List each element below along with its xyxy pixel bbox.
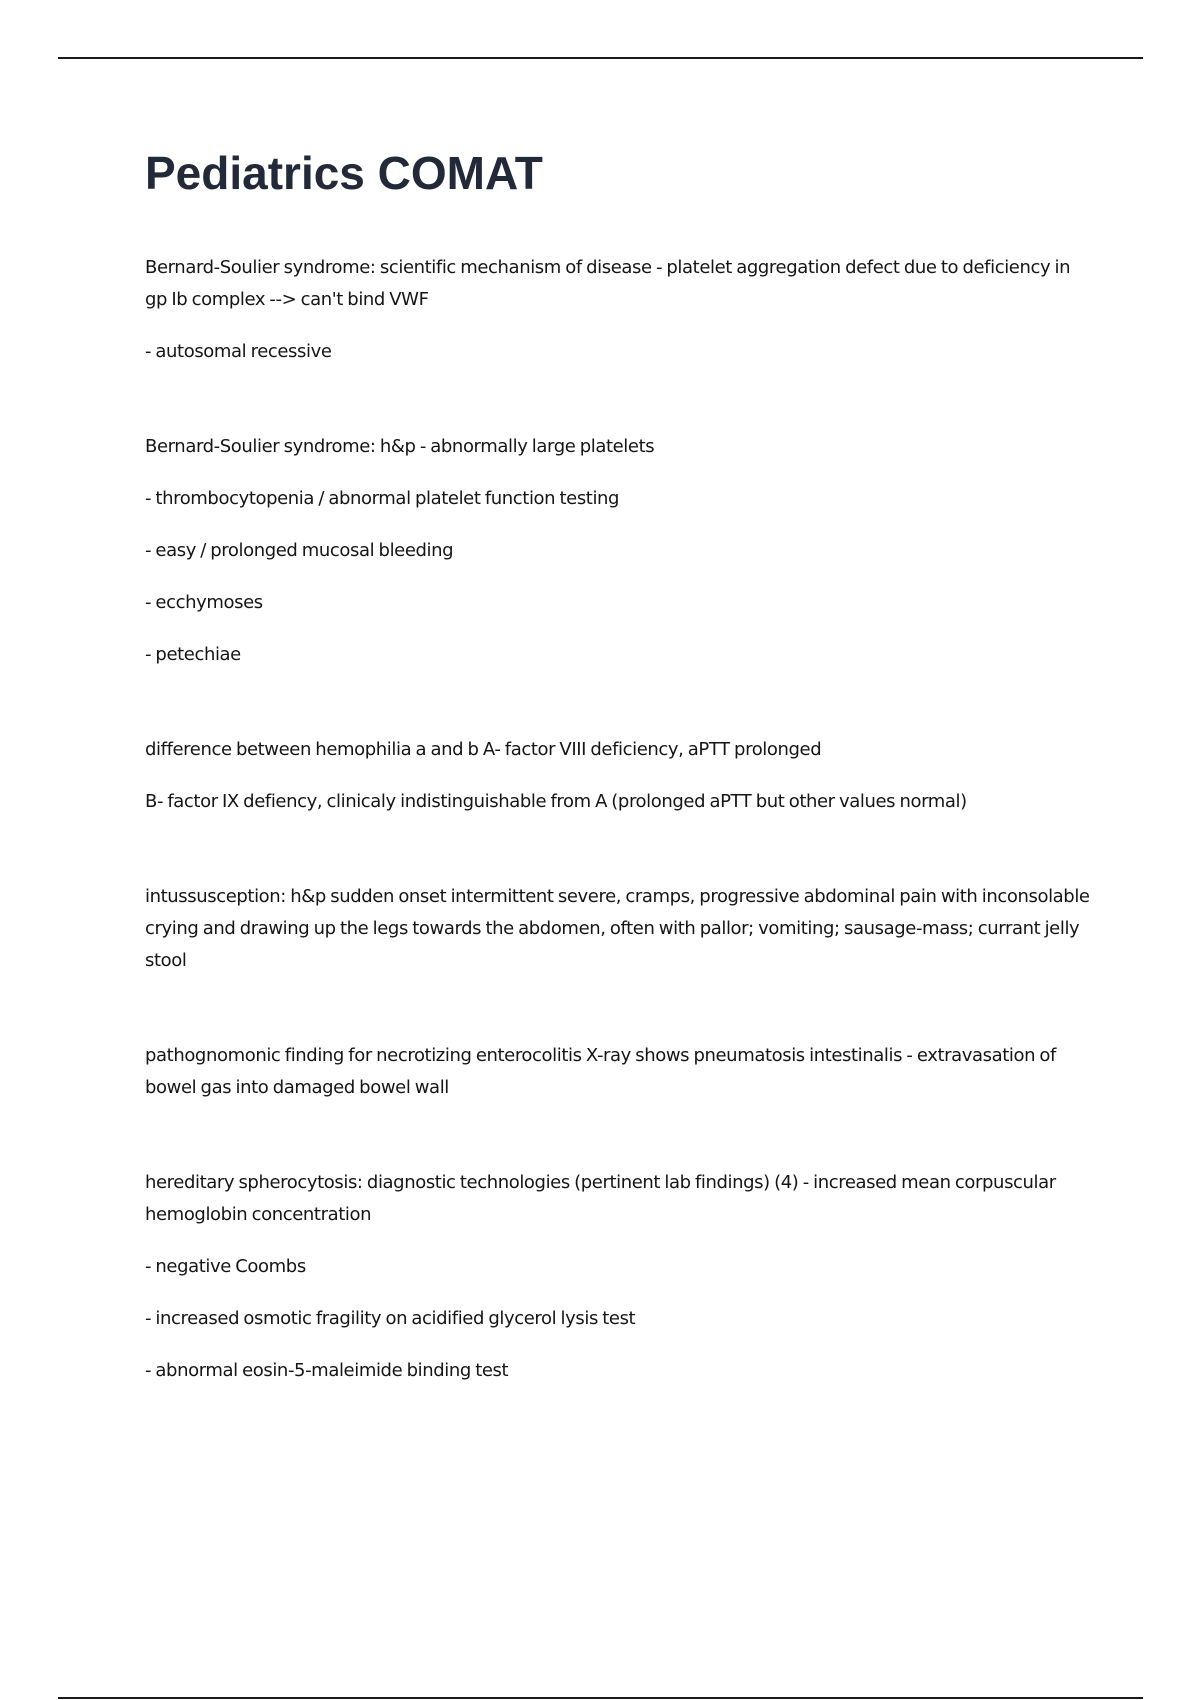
card-line: difference between hemophilia a and b A- factor VIII deficiency, aPTT prolonged	[145, 739, 822, 760]
card-line: - easy / prolonged mucosal bleeding	[145, 540, 454, 561]
document-body	[145, 138, 1090, 1407]
card-line: intussusception: h&p sudden onset intermittent severe, cramps, progressive abdominal pain with inconsolable crying and drawing up the legs towards the abdomen, often with pallor; vomiting; sausage-mass; currant jelly stool	[145, 886, 1090, 971]
flashcard-intussusception	[145, 881, 1090, 977]
card-line: - petechiae	[145, 644, 241, 665]
card-line: pathognomonic finding for necrotizing enterocolitis X-ray shows pneumatosis intestinalis - extravasation of bowel gas into damaged bowel wall	[145, 1045, 1056, 1098]
card-line: - abnormal eosin-5-maleimide binding test	[145, 1360, 509, 1381]
flashcard-bernard-soulier-hp	[145, 431, 1090, 671]
card-line: Bernard-Soulier syndrome: scientific mechanism of disease - platelet aggregation defect due to deficiency in gp Ib complex --> can't bind VWF	[145, 257, 1071, 310]
flashcard-necrotizing-enterocolitis	[145, 1040, 1090, 1104]
card-line: Bernard-Soulier syndrome: h&p - abnormally large platelets	[145, 436, 655, 457]
card-line: - thrombocytopenia / abnormal platelet function testing	[145, 488, 620, 509]
card-line: - autosomal recessive	[145, 341, 332, 362]
page-title: Pediatrics COMAT	[145, 147, 543, 199]
card-line: - increased osmotic fragility on acidified glycerol lysis test	[145, 1308, 636, 1329]
card-line: - ecchymoses	[145, 592, 263, 613]
footer-rule	[58, 1697, 1143, 1699]
flashcard-hereditary-spherocytosis	[145, 1167, 1090, 1387]
flashcard-bernard-soulier-mechanism	[145, 252, 1090, 368]
header-rule	[58, 57, 1143, 59]
flashcard-hemophilia	[145, 734, 1090, 818]
card-line: hereditary spherocytosis: diagnostic technologies (pertinent lab findings) (4) - increased mean corpuscular hemoglobin concentration	[145, 1172, 1056, 1225]
card-line: B- factor IX defiency, clinicaly indistinguishable from A (prolonged aPTT but other values normal)	[145, 791, 967, 812]
card-line: - negative Coombs	[145, 1256, 306, 1277]
